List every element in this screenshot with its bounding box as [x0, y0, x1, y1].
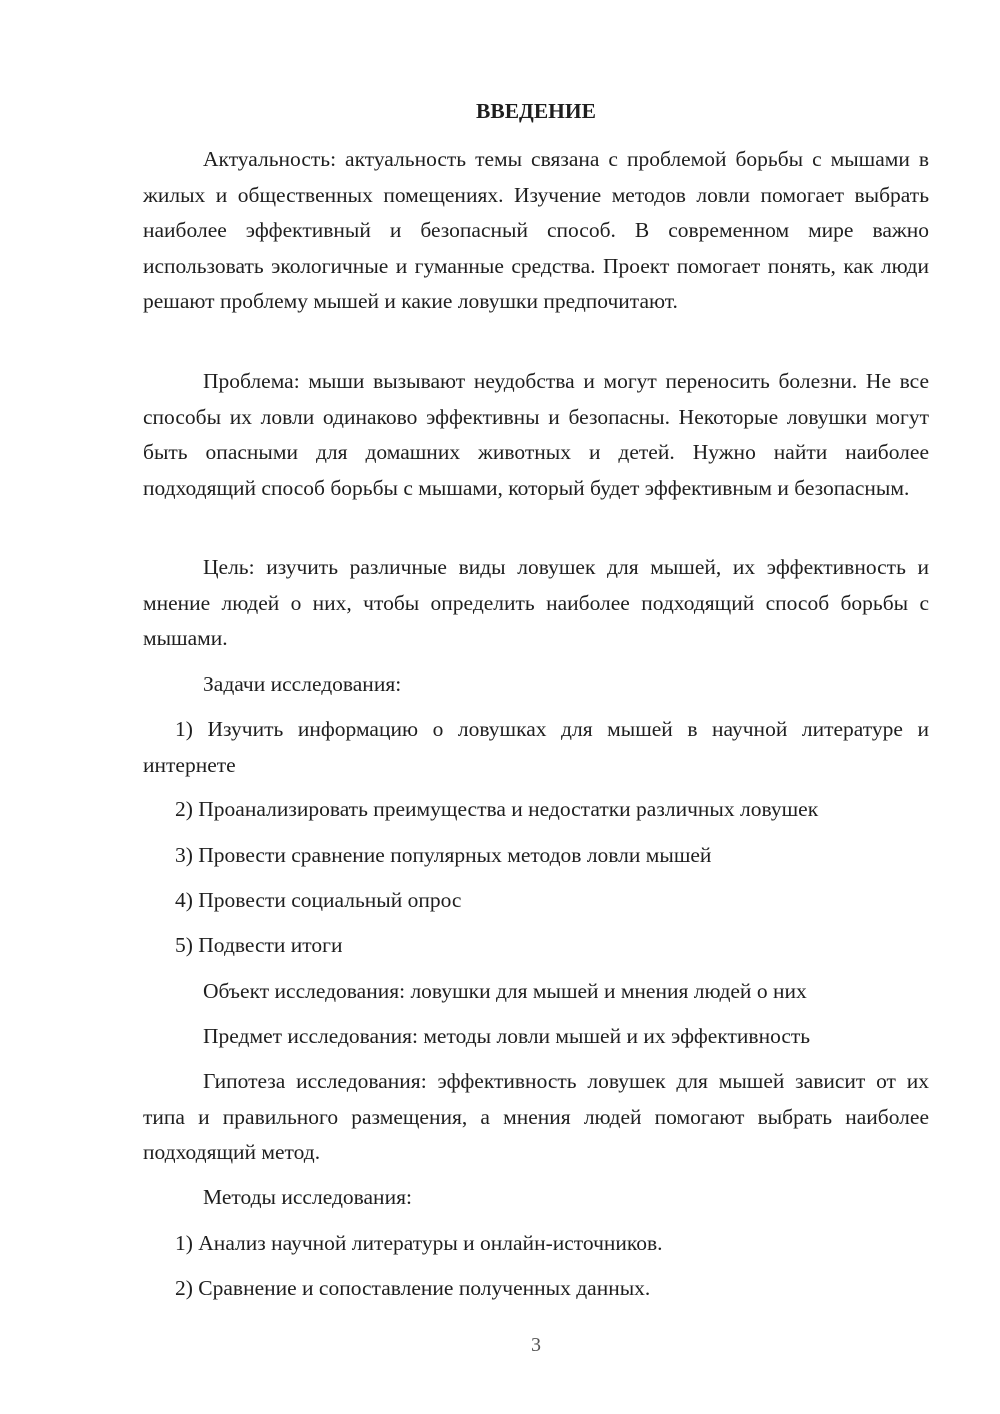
problem-paragraph: Проблема: мыши вызывают неудобства и могут переносить болезни. Не все способы их ловли одинаково эффективны и безопасны. Некоторые ловушки могут быть опасными для домашних животных и детей. Нужно найти наиболее подходящий способ борьбы с мышами, который будет эффективным и безопасным. — [143, 369, 929, 500]
methods-heading: Методы исследования: — [203, 1185, 412, 1209]
task-item-3: 3) Провести сравнение популярных методов ловли мышей — [175, 843, 712, 867]
relevance-paragraph: Актуальность: актуальность темы связана с проблемой борьбы с мышами в жилых и общественных помещениях. Изучение методов ловли помогает выбрать наиболее эффективный и безопасный способ. В современном мире важно использовать экологичные и гуманные средства. Проект помогает понять, как люди решают проблему мышей и какие ловушки предпочитают. — [143, 147, 929, 313]
method-item-2: 2) Сравнение и сопоставление полученных данных. — [175, 1276, 651, 1300]
page-title: ВВЕДЕНИЕ — [476, 99, 596, 123]
task-item-1: 1) Изучить информацию о ловушках для мышей в научной литературе и интернете — [143, 717, 929, 777]
research-object: Объект исследования: ловушки для мышей и мнения людей о них — [203, 979, 807, 1003]
tasks-heading: Задачи исследования: — [203, 672, 402, 696]
research-subject: Предмет исследования: методы ловли мышей и их эффективность — [203, 1024, 811, 1048]
task-item-2: 2) Проанализировать преимущества и недостатки различных ловушек — [175, 797, 819, 821]
research-hypothesis: Гипотеза исследования: эффективность ловушек для мышей зависит от их типа и правильного размещения, а мнения людей помогают выбрать наиболее подходящий метод. — [143, 1069, 929, 1164]
goal-paragraph: Цель: изучить различные виды ловушек для мышей, их эффективность и мнение людей о них, чтобы определить наиболее подходящий способ борьбы с мышами. — [143, 555, 929, 650]
task-item-5: 5) Подвести итоги — [175, 933, 343, 957]
method-item-1: 1) Анализ научной литературы и онлайн-источников. — [175, 1231, 663, 1255]
task-item-4: 4) Провести социальный опрос — [175, 888, 462, 912]
page-number: 3 — [531, 1334, 541, 1356]
